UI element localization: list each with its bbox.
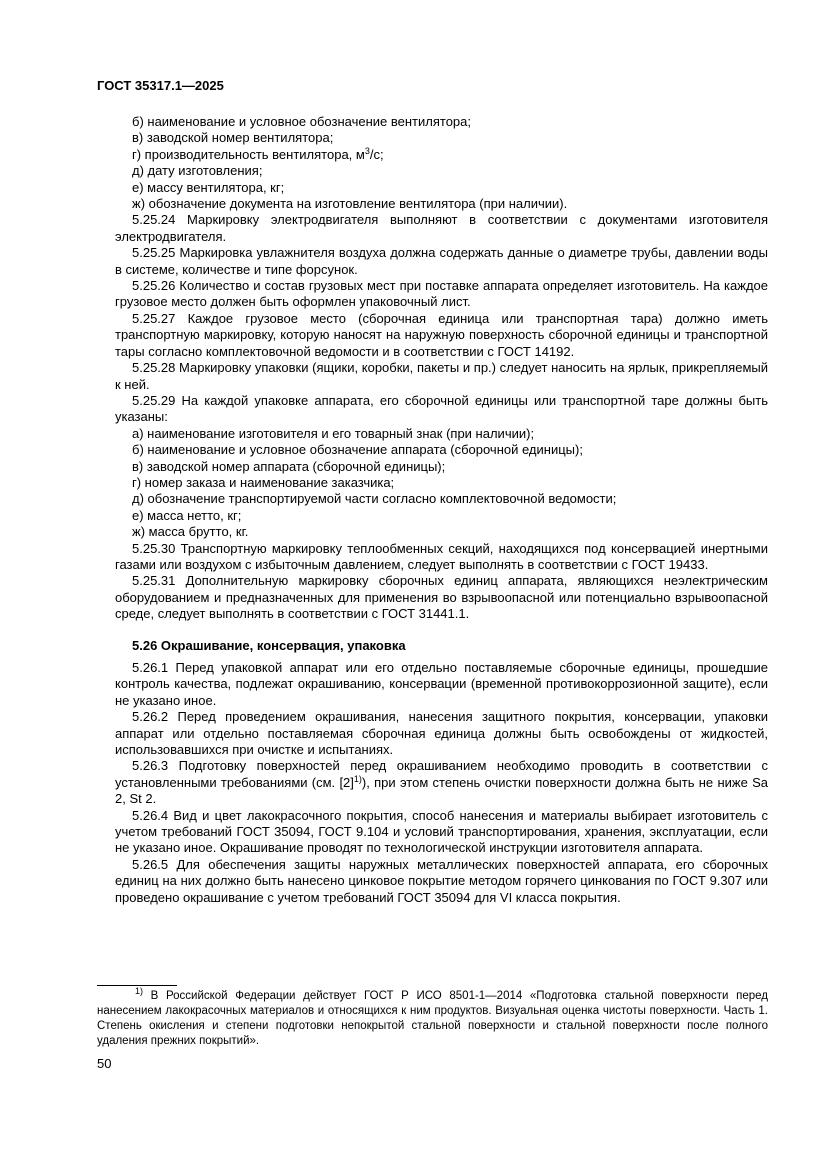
footnote (97, 986, 768, 1049)
paragraph-5-26-1: 5.26.1 Перед упаковкой аппарат или его отдельно поставляемые сборочные единицы, прошедшие контроль качества, подлежат окрашиванию, консервации (временной противокоррозионной защите), если не указано иное. (115, 660, 768, 708)
list-item: в) заводской номер вентилятора; (132, 130, 334, 146)
paragraph-5-25-26: 5.25.26 Количество и состав грузовых мест при поставке аппарата определяет изготовитель. На каждое грузовое место должен быть оформлен упаковочный лист. (115, 278, 768, 310)
list-item: д) обозначение транспортируемой части согласно комплектовочной ведомости; (132, 491, 617, 507)
paragraph-5-25-24: 5.25.24 Маркировку электродвигателя выполняют в соответствии с документами изготовителя электродвигателя. (115, 212, 768, 244)
footnote-text: В Российской Федерации действует ГОСТ Р ИСО 8501-1—2014 «Подготовка стальной поверхности перед нанесением лакокрасочных материалов и относящихся к ним продуктов. Визуальная оценка чистоты поверхности. Часть 1. Степень окисления и степени подготовки непокрытой стальной поверхности и стальной поверхности после полного удаления прежних покрытий». (97, 990, 768, 1047)
footnote-marker: 1) (135, 986, 144, 996)
document-body (115, 114, 768, 906)
page-number: 50 (97, 1056, 112, 1071)
superscript: 3 (364, 145, 370, 156)
list-item: г) номер заказа и наименование заказчика; (132, 474, 395, 490)
paragraph-5-26-2: 5.26.2 Перед проведением окрашивания, нанесения защитного покрытия, консервации, упаковки аппарат или отдельно поставляемая сборочная единица должны быть освобождены от жидкостей, использовавшихся при очистке и испытаниях. (115, 709, 768, 758)
paragraph-text: 5.26.3 Подготовку поверхностей перед окрашиванием необходимо проводить в соответствии с установленными требованиями (см. [2] (115, 758, 768, 790)
list-item: б) наименование и условное обозначение вентилятора; (132, 114, 472, 129)
paragraph-5-25-28: 5.25.28 Маркировку упаковки (ящики, коробки, пакеты и пр.) следует наносить на ярлык, прикрепляемый к ней. (115, 360, 768, 392)
paragraph-5-26-3 (115, 758, 768, 807)
document-header: ГОСТ 35317.1—2025 (97, 78, 224, 93)
list-item-text: г) производительность вентилятора, м (132, 146, 365, 162)
paragraph-5-26-5: 5.26.5 Для обеспечения защиты наружных металлических поверхностей аппарата, его сборочных единиц на них должно быть нанесено цинковое покрытие методом горячего цинкования по ГОСТ 9.307 или проведено окрашивание с учетом требований ГОСТ 35094 для VI класса покрытия. (115, 856, 768, 905)
list-item: е) масса нетто, кг; (132, 507, 242, 523)
list-item: ж) масса брутто, кг. (132, 524, 249, 540)
section-heading-5-26: 5.26 Окрашивание, консервация, упаковка (132, 637, 406, 653)
list-item-text: /с; (369, 146, 384, 162)
paragraph-5-25-25: 5.25.25 Маркировка увлажнителя воздуха должна содержать данные о диаметре трубы, давлении воды в системе, количестве и типе форсунок. (115, 245, 768, 277)
paragraph-text: ), при этом степень очистки поверхности должна быть не ниже Sa 2, St 2. (115, 774, 768, 807)
paragraph-5-25-27: 5.25.27 Каждое грузовое место (сборочная единица или транспортная тара) должно иметь транспортную маркировку, которую наносят на наружную поверхность сборочной единицы и транспортной тары согласно комплектовочной ведомости и в соответствии с ГОСТ 14192. (115, 310, 768, 359)
paragraph-5-25-29: 5.25.29 На каждой упаковке аппарата, его сборочной единицы или транспортной таре должны быть указаны: (115, 392, 768, 425)
paragraph-5-26-4: 5.26.4 Вид и цвет лакокрасочного покрытия, способ нанесения и материалы выбирает изготовитель с учетом требований ГОСТ 35094, ГОСТ 9.104 и условий транспортирования, хранения, эксплуатации, если не указано иное. Окрашивание проводят по технологической инструкции изготовителя аппарата. (115, 807, 768, 856)
list-item: б) наименование и условное обозначение аппарата (сборочной единицы); (132, 442, 583, 458)
paragraph-5-25-30: 5.25.30 Транспортную маркировку теплообменных секций, находящихся под консервацией инертными газами или воздухом с избыточным давлением, следует выполнять в соответствии с ГОСТ 19433. (115, 540, 768, 572)
paragraph-5-25-31: 5.25.31 Дополнительную маркировку сборочных единиц аппарата, являющихся неэлектрическим оборудованием и предназначенных для применения во взрывоопасной или потенциально взрывоопасной среде, следует выполнять в соответствии с ГОСТ 31441.1. (115, 573, 768, 622)
list-item: е) массу вентилятора, кг; (132, 179, 285, 195)
list-item: ж) обозначение документа на изготовление вентилятора (при наличии). (132, 196, 568, 212)
list-item: в) заводской номер аппарата (сборочной единицы); (132, 458, 446, 474)
list-item: а) наименование изготовителя и его товарный знак (при наличии); (132, 425, 535, 441)
list-item: д) дату изготовления; (132, 163, 263, 179)
list-item (115, 147, 768, 163)
footnote-reference: 1) (353, 773, 362, 784)
